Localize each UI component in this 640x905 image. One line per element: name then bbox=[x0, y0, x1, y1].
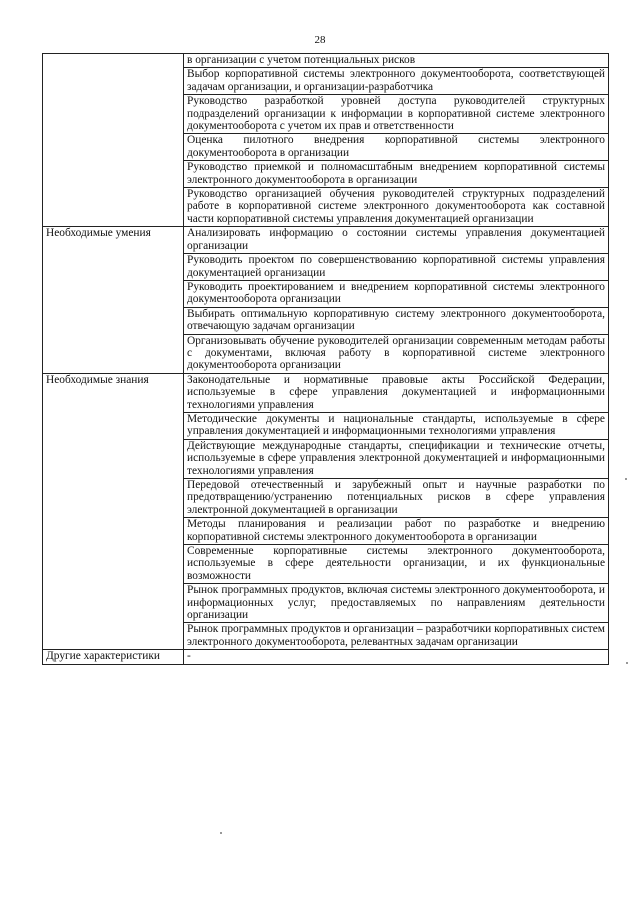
requirements-table bbox=[42, 53, 609, 665]
row-item: Оценка пилотного внедрения корпоративной системы электронного документооборота в организации bbox=[184, 134, 609, 161]
row-item: Руководить проектом по совершенствованию корпоративной системы управления документацией организации bbox=[184, 254, 609, 281]
table-row bbox=[43, 54, 609, 68]
row-item: Действующие международные стандарты, спецификации и технические отчеты, используемые в сфере управления электронной документацией и информационными технологиями управления bbox=[184, 439, 609, 478]
row-item: Анализировать информацию о состоянии системы управления документацией организации bbox=[184, 227, 609, 254]
row-item: Законодательные и нормативные правовые акты Российской Федерации, используемые в сфере управления документацией и информационными технологиями управления bbox=[184, 373, 609, 412]
row-item: Выбирать оптимальную корпоративную систему электронного документооборота, отвечающую задачам организации bbox=[184, 307, 609, 334]
row-item: - bbox=[184, 650, 609, 664]
row-item: Руководить проектированием и внедрением корпоративной системы электронного документооборота организации bbox=[184, 280, 609, 307]
row-item: в организации с учетом потенциальных рисков bbox=[184, 54, 609, 68]
scan-dot bbox=[220, 832, 222, 834]
row-item: Выбор корпоративной системы электронного документооборота, соответствующей задачам организации, и организации-разработчика bbox=[184, 68, 609, 95]
scan-dot bbox=[626, 662, 628, 664]
table-row bbox=[43, 373, 609, 412]
row-label-skills: Необходимые умения bbox=[43, 227, 184, 373]
row-label-other: Другие характеристики bbox=[43, 650, 184, 664]
row-item: Современные корпоративные системы электронного документооборота, используемые в сфере деятельности организации, и их функциональные возможности bbox=[184, 545, 609, 584]
row-item: Методические документы и национальные стандарты, используемые в сфере управления документацией и информационными технологиями управления bbox=[184, 412, 609, 439]
table-row bbox=[43, 227, 609, 254]
row-item: Передовой отечественный и зарубежный опыт и научные разработки по предотвращению/устранению потенциальных рисков в сфере управления электронной документацией в организации bbox=[184, 479, 609, 518]
row-item: Руководство разработкой уровней доступа руководителей структурных подразделений организации к информации в корпоративной системе электронного документооборота с учетом их прав и ответственности bbox=[184, 95, 609, 134]
row-label bbox=[43, 54, 184, 227]
row-item: Руководство организацией обучения руководителей структурных подразделений работе в корпоративной системе электронного документооборота как составной части корпоративной системы управления документацией организации bbox=[184, 188, 609, 227]
row-item: Организовывать обучение руководителей организации современным методам работы с документами, включая работу в корпоративной системе электронного документооборота организации bbox=[184, 334, 609, 373]
row-item: Рынок программных продуктов, включая системы электронного документооборота, и информационных услуг, предоставляемых по направлениям деятельности организации bbox=[184, 584, 609, 623]
scan-dot bbox=[625, 478, 627, 480]
row-item: Методы планирования и реализации работ по разработке и внедрению корпоративной системы электронного документооборота в организации bbox=[184, 518, 609, 545]
page-number: 28 bbox=[314, 34, 326, 46]
row-item: Руководство приемкой и полномасштабным внедрением корпоративной системы электронного документооборота в организации bbox=[184, 161, 609, 188]
row-item: Рынок программных продуктов и организации – разработчики корпоративных систем электронного документооборота, релевантных задачам организации bbox=[184, 623, 609, 650]
table-row bbox=[43, 650, 609, 664]
row-label-knowledge: Необходимые знания bbox=[43, 373, 184, 650]
